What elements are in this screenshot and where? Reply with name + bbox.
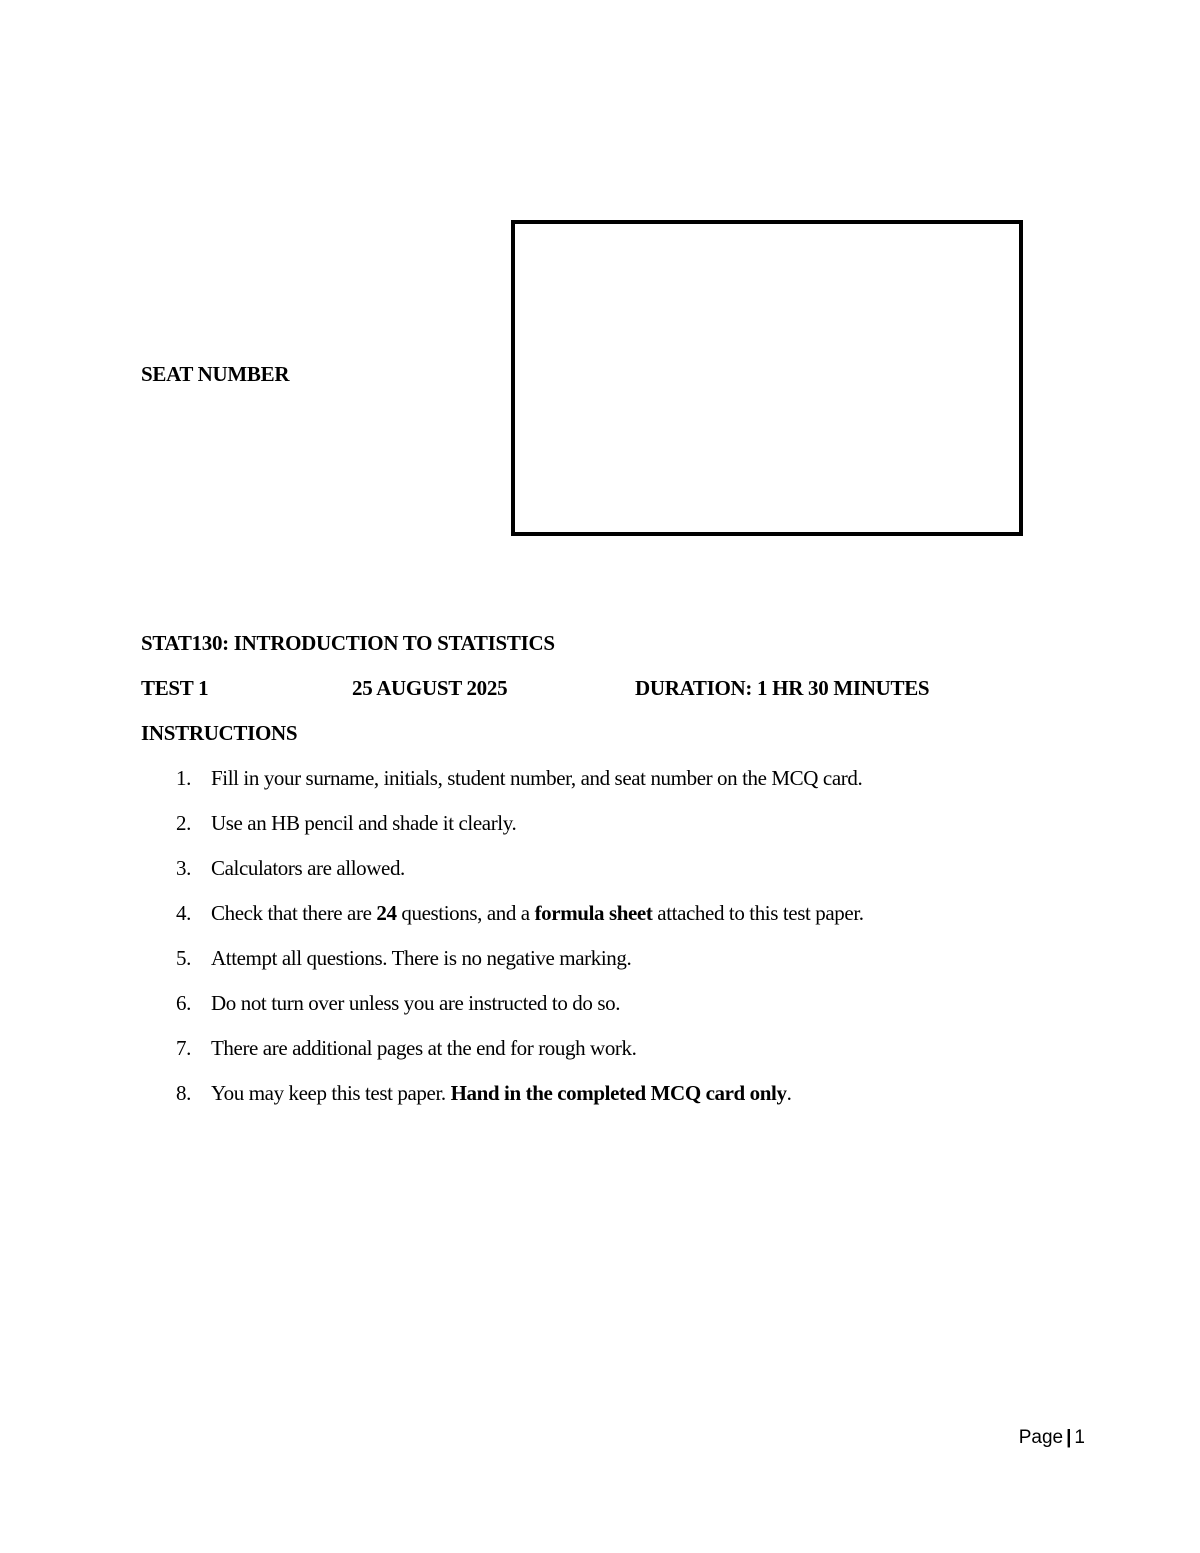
test-meta-row xyxy=(141,676,1041,704)
instruction-text-part: Fill in your surname, initials, student number, and seat number on the MCQ card. xyxy=(211,766,863,790)
instruction-text-part: Use an HB pencil and shade it clearly. xyxy=(211,811,517,835)
page-separator: | xyxy=(1066,1427,1072,1448)
instruction-item xyxy=(141,764,1041,809)
instruction-number: 7. xyxy=(176,1036,191,1060)
instruction-text xyxy=(211,1079,791,1107)
instruction-item xyxy=(141,944,1041,989)
page-number: 1 xyxy=(1074,1427,1085,1448)
seat-number-label: SEAT NUMBER xyxy=(141,362,290,386)
instruction-item xyxy=(141,854,1041,899)
page-footer xyxy=(1019,1427,1085,1449)
instruction-text-part: questions, and a xyxy=(396,901,535,925)
instruction-text-part: You may keep this test paper. xyxy=(211,1081,451,1105)
instruction-text-part: Do not turn over unless you are instructed to do so. xyxy=(211,991,621,1015)
instruction-number: 2. xyxy=(176,811,191,835)
instruction-item xyxy=(141,809,1041,854)
instruction-text xyxy=(211,854,405,882)
instruction-text xyxy=(211,809,516,837)
instruction-emphasis: formula sheet xyxy=(534,901,653,925)
instruction-text-part: There are additional pages at the end for rough work. xyxy=(211,1036,637,1060)
instruction-text xyxy=(211,1034,636,1062)
instruction-number: 8. xyxy=(176,1081,191,1105)
instructions-list xyxy=(141,764,1041,1124)
instruction-item xyxy=(141,1034,1041,1079)
test-duration: DURATION: 1 HR 30 MINUTES xyxy=(635,676,930,700)
course-title: STAT130: INTRODUCTION TO STATISTICS xyxy=(141,631,555,655)
instruction-item xyxy=(141,1079,1041,1124)
instructions-heading: INSTRUCTIONS xyxy=(141,721,298,745)
instruction-text-part: attached to this test paper. xyxy=(652,901,864,925)
instruction-text-part: . xyxy=(786,1081,792,1105)
instruction-number: 5. xyxy=(176,946,191,970)
instruction-text xyxy=(211,764,862,792)
instruction-text xyxy=(211,989,620,1017)
instruction-text-part: Check that there are xyxy=(211,901,377,925)
test-name: TEST 1 xyxy=(141,676,209,700)
instruction-text xyxy=(211,944,631,972)
instruction-text xyxy=(211,899,864,927)
test-date: 25 AUGUST 2025 xyxy=(352,676,508,700)
seat-number-box xyxy=(511,220,1023,536)
instruction-item xyxy=(141,989,1041,1034)
instruction-item xyxy=(141,899,1041,944)
instruction-number: 4. xyxy=(176,901,191,925)
instruction-number: 3. xyxy=(176,856,191,880)
page-label: Page xyxy=(1018,1427,1064,1448)
instruction-text-part: Attempt all questions. There is no negative marking. xyxy=(211,946,632,970)
instruction-emphasis: Hand in the completed MCQ card only xyxy=(450,1081,787,1105)
instruction-number: 1. xyxy=(176,766,191,790)
instruction-text-part: Calculators are allowed. xyxy=(211,856,405,880)
instruction-number: 6. xyxy=(176,991,191,1015)
instruction-emphasis: 24 xyxy=(376,901,397,925)
